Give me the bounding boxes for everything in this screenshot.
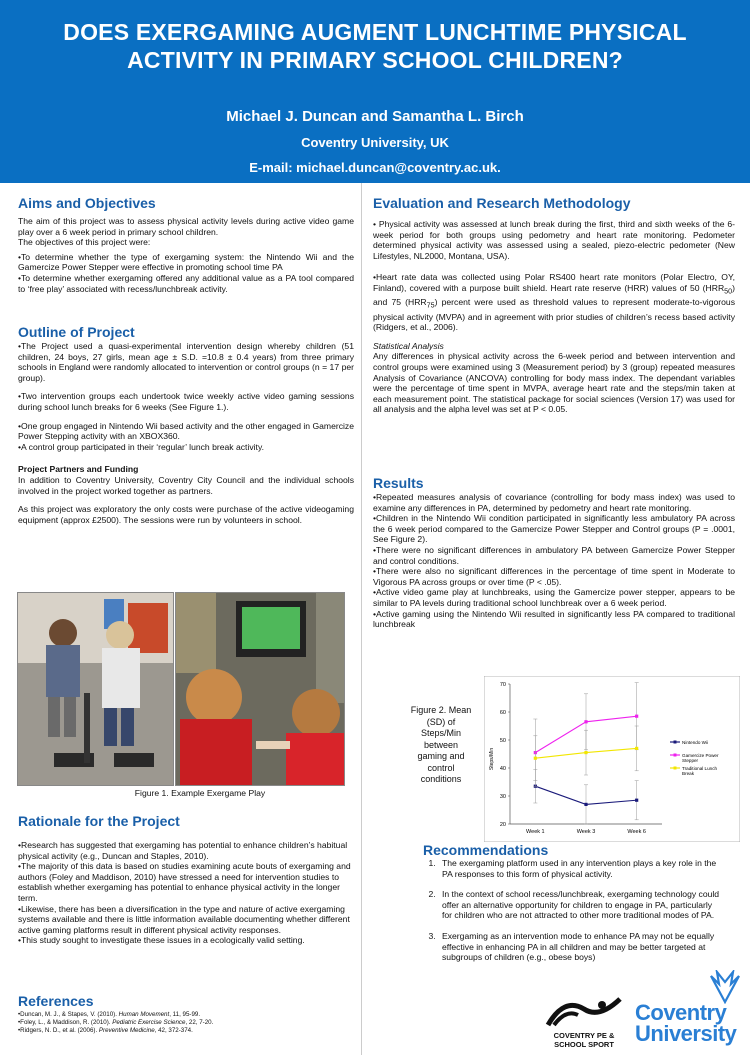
legend-marker bbox=[674, 754, 677, 757]
data-point bbox=[584, 720, 587, 723]
recommendations-body bbox=[424, 858, 724, 973]
stats-text: Any differences in physical activity across the 6-week period and between intervention and control groups were examined using 3 (Measurement period) by 3 (group) repeated measures Analysis of Covariance (ANCOVA) controlling for body mass index. The dependant variables were the percentage of time spent in MVPA, average heart rate and the steps/min taken at each measurement point. The statistical package for social sciences (Version 17) was used for all analysis and the alpha level was set at P < 0.05. bbox=[373, 351, 735, 415]
results-item: •There were no significant differences in ambulatory PA between Gamercize Power Stepper and control conditions. bbox=[373, 544, 735, 566]
pe-logo-swoosh-icon bbox=[544, 995, 624, 1027]
aims-objectives-intro: The objectives of this project were: bbox=[18, 237, 151, 248]
reference-item: •Foley, L., & Maddison, R. (2010). Pediatric Exercise Science, 22, 7-20. bbox=[18, 1018, 214, 1026]
rationale-item: •Likewise, there has been a diversification in the type and nature of active exergaming systems available and there is little information available documenting whether different active gaming platforms result in different physical activity responses. bbox=[18, 903, 350, 935]
x-tick-label: Week 6 bbox=[627, 829, 646, 835]
aims-heading: Aims and Objectives bbox=[18, 195, 156, 211]
authors: Michael J. Duncan and Samantha L. Birch bbox=[226, 108, 524, 125]
x-tick-label: Week 3 bbox=[576, 829, 596, 835]
aims-body bbox=[18, 216, 354, 294]
results-item: •Children in the Nintendo Wii condition participated in significantly less ambulatory PA across the 6 week period compared to the Gamercize Power Stepper and Control groups (P = .0001, See Figure 2). bbox=[373, 513, 735, 545]
y-tick-label: 30 bbox=[499, 794, 506, 800]
data-point bbox=[534, 757, 537, 760]
y-tick-label: 40 bbox=[499, 766, 506, 772]
outline-item: •A control group participated in their ‘regular’ lunch break activity. bbox=[18, 441, 264, 452]
y-tick-label: 50 bbox=[499, 738, 506, 744]
poster-title: DOES EXERGAMING AUGMENT LUNCHTIME PHYSICAL ACTIVITY IN PRIMARY SCHOOL CHILDREN? bbox=[63, 19, 687, 73]
recommendation-item: 2. In the context of school recess/lunchbreak, exergaming technology could offer an alternative opportunity for children to engage in PA, particularly for children who are not attracted to other more traditional modes of PA. bbox=[438, 889, 724, 921]
data-point bbox=[584, 803, 587, 806]
outline-item: •The Project used a quasi-experimental intervention design whereby children (51 children, 24 boys, 27 girls, mean age ± S.D. =10.8 ± 0.4 years) from three primary schools in England were randomly allocated to intervention or control groups (n = 17 per group). bbox=[18, 341, 354, 383]
contact-email: E-mail: michael.duncan@coventry.ac.uk. bbox=[249, 160, 501, 175]
results-item: •There were also no significant differences in the percentage of time spent in Moderate to Vigorous PA across groups or over time (P < .05). bbox=[373, 566, 735, 587]
legend-marker bbox=[674, 741, 677, 744]
results-heading: Results bbox=[373, 475, 424, 491]
recommendation-item: 3. Exergaming as an intervention mode to enhance PA may not be equally effective in enhancing PA in all children and may be better targeted at subgroups of children (e.g., obese boys) bbox=[438, 931, 724, 963]
partners-text: In addition to Coventry University, Coventry City Council and the individual schools involved in the project worked together as partners. bbox=[18, 474, 354, 496]
chart-ylabel: Steps/Min bbox=[489, 747, 495, 771]
objective-item: •To determine whether the type of exergaming system: the Nintendo Wii and the Gamercize Power Stepper were effective in promoting school time PA bbox=[18, 251, 354, 273]
data-point bbox=[584, 751, 587, 754]
references-heading: References bbox=[18, 993, 94, 1009]
recommendations-heading: Recommendations bbox=[423, 842, 549, 858]
coventry-pe-logo bbox=[544, 995, 624, 1047]
legend-label: Gamercize Power Stepper bbox=[682, 753, 719, 764]
stepper-photo-illustration bbox=[18, 593, 173, 785]
funding-text: As this project was exploratory the only costs were purchase of the active videogaming equipment (approx £2500). The sessions were run by volunteers in school. bbox=[18, 504, 354, 525]
results-item: •Repeated measures analysis of covariance (controlling for body mass index) was used to examine any differences in PA, determined by pedometry and heart rate monitoring. bbox=[373, 492, 735, 513]
reference-item: •Duncan, M. J., & Stapes, V. (2010). Human Movement, 11, 95-99. bbox=[18, 1011, 201, 1018]
partners-heading: Project Partners and Funding bbox=[18, 464, 139, 475]
wii-photo-illustration bbox=[176, 593, 344, 785]
rationale-body bbox=[18, 840, 354, 946]
outline-heading: Outline of Project bbox=[18, 324, 135, 340]
aims-intro: The aim of this project was to assess physical activity levels during active video game play over a 6 week period in primary school children. bbox=[18, 216, 354, 237]
data-point bbox=[635, 747, 638, 750]
evaluation-body bbox=[373, 219, 735, 415]
coventry-university-logo bbox=[631, 970, 746, 1052]
outline-item: •Two intervention groups each undertook twice weekly active video gaming sessions during school lunch breaks for 6 weeks (See Figure 1.). bbox=[18, 391, 354, 412]
affiliation: Coventry University, UK bbox=[301, 135, 449, 150]
evaluation-item: • Physical activity was assessed at lunch break during the first, third and sixth weeks of the 6-week period for both groups using pedometry and heart rate monitoring. Pedometer determined physical activity was assessed using a sealed, piezo-electric pedometer (New Lifestyles, NL2000, Montana, USA). bbox=[373, 219, 735, 261]
references-list bbox=[18, 1011, 348, 1034]
objective-item: •To determine whether exergaming offered any additional value as a PA tool compared to ‘free play’ associated with recess/lunchbreak activity. bbox=[18, 272, 354, 294]
y-tick-label: 70 bbox=[499, 682, 506, 688]
rationale-item: •The majority of this data is based on studies examining acute bouts of exergaming and authors (Foley and Maddison, 2010) have stressed a need for intervention studies to establish whether exergaming has potential to enhance physical activity in the longer term. bbox=[18, 861, 351, 903]
rationale-item: •Research has suggested that exergaming has potential to enhance children’s habitual physical activity (e.g., Duncan and Staples, 2010). bbox=[18, 840, 348, 861]
recommendation-item: 1. The exergaming platform used in any intervention plays a key role in the PA responses to this form of physical activity. bbox=[438, 858, 724, 879]
figure2-chart bbox=[484, 676, 740, 842]
legend-label: Traditional Lunch Break bbox=[682, 766, 718, 777]
figure1-caption: Figure 1. Example Exergame Play bbox=[134, 788, 266, 798]
exergame-photo-stepper bbox=[17, 592, 174, 786]
coventry-wordmark: Coventry University bbox=[635, 1000, 737, 1046]
exergame-photo-wii bbox=[175, 592, 345, 786]
chart-frame bbox=[484, 676, 740, 842]
results-body bbox=[373, 492, 735, 630]
poster-header bbox=[0, 0, 750, 183]
data-point bbox=[635, 715, 638, 718]
legend-marker bbox=[674, 767, 677, 770]
pe-logo-text: COVENTRY PE & SCHOOL SPORT bbox=[553, 1031, 615, 1049]
reference-item: •Ridgers, N. D., et al. (2006). Preventive Medicine, 42, 372-374. bbox=[18, 1026, 193, 1034]
evaluation-item: •Heart rate data was collected using Polar RS400 heart rate monitors (Polar Electro, OY, Finland), covered with a purpose built shield. Heart rate reserve (HRR) values of 50 $(HRR_{50})$ and 75 $(HRR_{75})$ percent were used as threshold values to represent moderate-to-vigorous physical activity (MVPA) and in agreement with prior studies of children’s recess based activity (Ridgers, et al., 2006). bbox=[373, 272, 735, 333]
figure2-caption: Figure 2. Mean (SD) of Steps/Min between gaming and control conditions bbox=[410, 705, 472, 784]
stats-heading: Statistical Analysis bbox=[373, 340, 444, 351]
data-point bbox=[635, 799, 638, 802]
legend-label: Nintendo Wii bbox=[682, 740, 709, 745]
results-item: •Active gaming using the Nintendo Wii resulted in significantly less PA compared to traditional lunchbreak bbox=[373, 608, 735, 630]
rationale-item: •This study sought to investigate these issues in a ecologically valid setting. bbox=[18, 935, 305, 946]
results-item: •Active video game play at lunchbreaks, using the Gamercize power stepper, appears to be similar to PA levels during traditional school lunchbreak over a 6 week period. bbox=[373, 587, 735, 608]
y-tick-label: 60 bbox=[499, 710, 506, 716]
y-tick-label: 20 bbox=[499, 822, 506, 828]
evaluation-heading: Evaluation and Research Methodology bbox=[373, 195, 631, 211]
rationale-heading: Rationale for the Project bbox=[18, 813, 180, 829]
outline-item: •One group engaged in Nintendo Wii based activity and the other engaged in Gamercize Power Stepping activity with an XBOX360. bbox=[18, 420, 354, 442]
column-divider bbox=[361, 183, 362, 1055]
phoenix-icon bbox=[705, 970, 745, 1004]
steps-chart-svg bbox=[484, 676, 740, 842]
x-tick-label: Week 1 bbox=[526, 829, 545, 835]
outline-body bbox=[18, 341, 354, 525]
